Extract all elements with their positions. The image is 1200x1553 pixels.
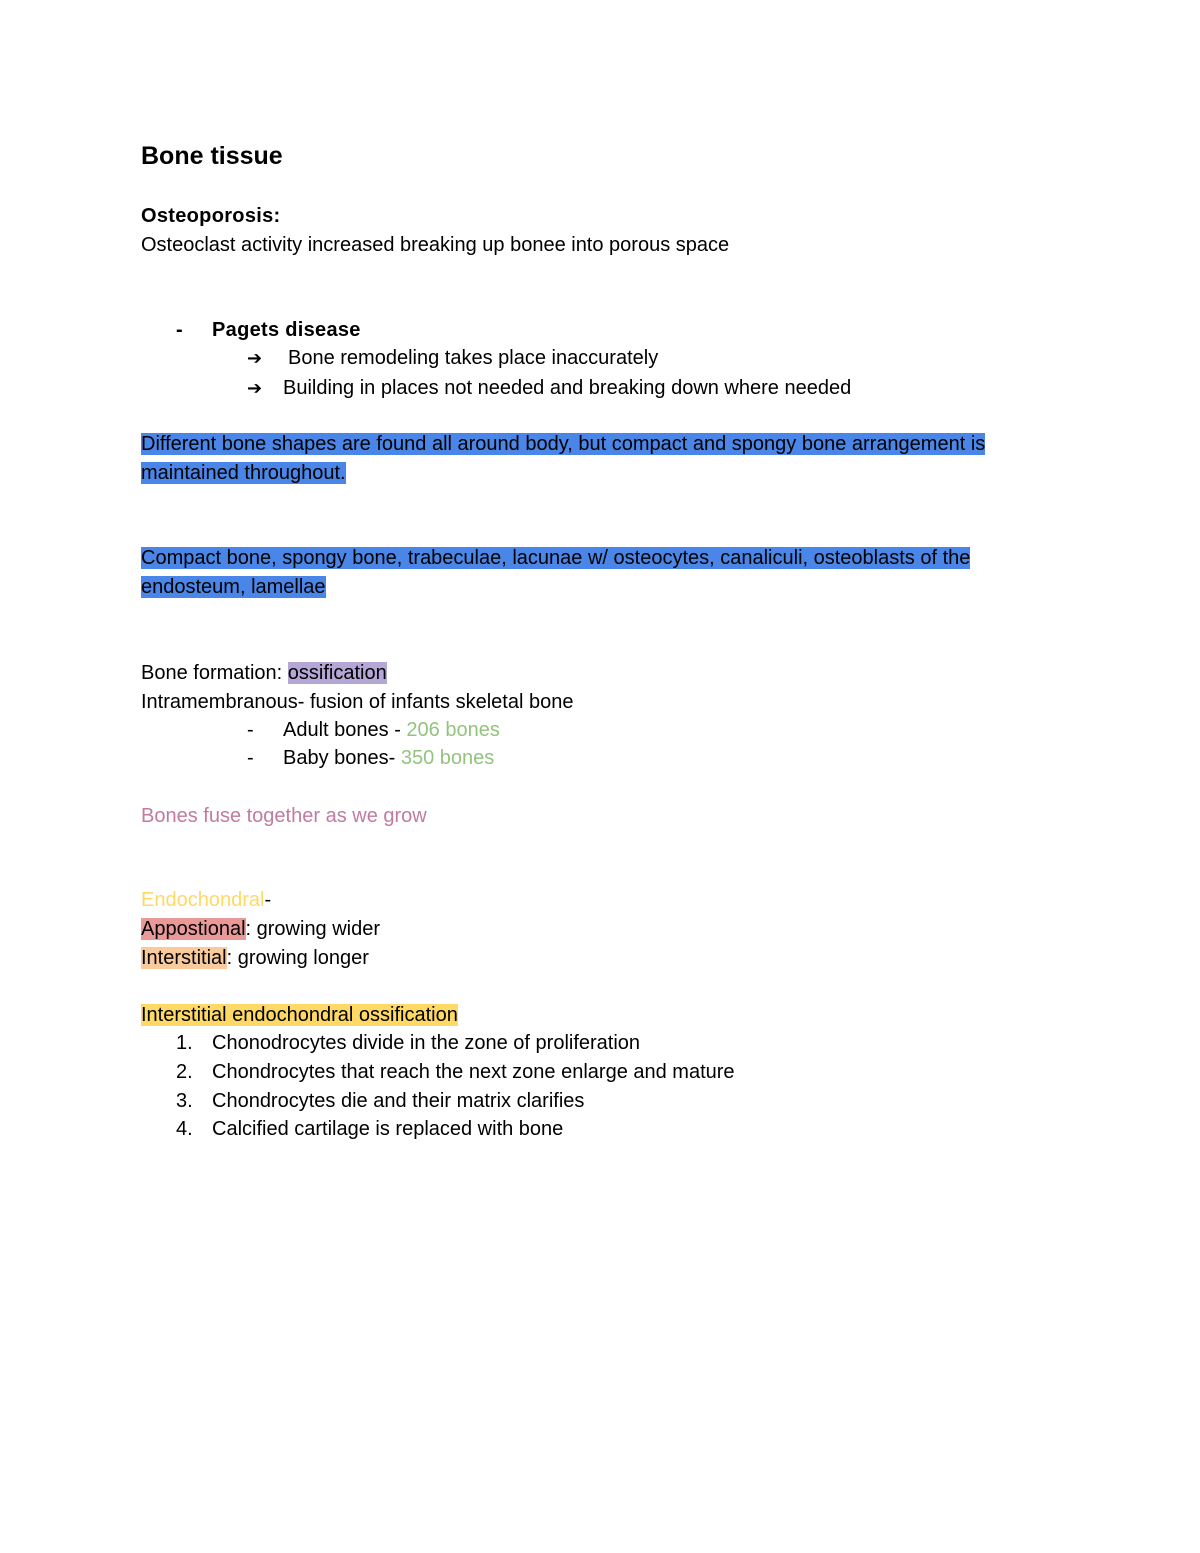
endochondral-suffix: - bbox=[264, 889, 272, 911]
arrow-glyph: ➔ bbox=[247, 348, 263, 369]
endochondral-line bbox=[141, 886, 271, 914]
blue-highlight: Compact bone, spongy bone, trabeculae, lacunae w/ osteocytes, canaliculi, osteoblasts of the bbox=[141, 547, 971, 569]
blue-highlight: Different bone shapes are found all around body, but compact and spongy bone arrangement is bbox=[141, 433, 986, 455]
intramembranous-line: Intramembranous- fusion of infants skeletal bone bbox=[141, 691, 574, 713]
interstitial-rest: : growing longer bbox=[226, 947, 369, 969]
baby-bones-value: 350 bones bbox=[400, 747, 495, 769]
arrow-right-icon bbox=[247, 374, 262, 402]
pagets-dash-marker: - bbox=[176, 319, 183, 341]
shapes-paragraph-line-1 bbox=[141, 430, 985, 458]
ossification-term: ossification bbox=[287, 662, 387, 684]
list-number: 3. bbox=[176, 1090, 193, 1112]
baby-bones-item bbox=[283, 744, 494, 772]
adult-bones-item bbox=[283, 716, 500, 744]
blue-highlight: endosteum, lamellae bbox=[141, 576, 326, 598]
list-number: 4. bbox=[176, 1118, 193, 1140]
list-item: Chonodrocytes divide in the zone of proliferation bbox=[212, 1032, 641, 1054]
interstitial-line bbox=[141, 944, 369, 972]
dash-marker: - bbox=[247, 747, 254, 769]
list-number: 2. bbox=[176, 1061, 193, 1083]
list-item: Calcified cartilage is replaced with bone bbox=[212, 1118, 564, 1140]
list-item: Chondrocytes that reach the next zone enlarge and mature bbox=[212, 1061, 735, 1083]
terms-paragraph-line-1 bbox=[141, 544, 970, 572]
pagets-item-2: Building in places not needed and breaking down where needed bbox=[283, 377, 852, 399]
adult-bones-value: 206 bones bbox=[406, 719, 500, 741]
yellow-highlight: Interstitial endochondral ossification bbox=[141, 1004, 458, 1026]
terms-paragraph-line-2 bbox=[141, 573, 326, 601]
adult-bones-label: Adult bones - bbox=[283, 719, 407, 741]
list-number: 1. bbox=[176, 1032, 193, 1054]
blue-highlight: maintained throughout. bbox=[141, 462, 346, 484]
baby-bones-label: Baby bones- bbox=[283, 747, 401, 769]
bone-formation-label: Bone formation: bbox=[141, 662, 288, 684]
osteoporosis-heading: Osteoporosis: bbox=[141, 205, 281, 227]
appositional-term: Appostional bbox=[141, 918, 246, 940]
appositional-line bbox=[141, 915, 380, 943]
dash-marker: - bbox=[247, 719, 254, 741]
pagets-heading: Pagets disease bbox=[212, 319, 361, 341]
endochondral-term: Endochondral bbox=[141, 889, 265, 911]
fuse-note: Bones fuse together as we grow bbox=[141, 805, 427, 827]
arrow-right-icon bbox=[247, 344, 262, 372]
interstitial-ossification-heading bbox=[141, 1001, 458, 1029]
list-item: Chondrocytes die and their matrix clarifies bbox=[212, 1090, 585, 1112]
bone-formation-line bbox=[141, 659, 387, 687]
page-title: Bone tissue bbox=[141, 142, 283, 170]
interstitial-term: Interstitial bbox=[141, 947, 227, 969]
shapes-paragraph-line-2 bbox=[141, 459, 346, 487]
pagets-item-1: Bone remodeling takes place inaccurately bbox=[288, 347, 659, 369]
osteoporosis-text: Osteoclast activity increased breaking up bonee into porous space bbox=[141, 234, 730, 256]
arrow-glyph: ➔ bbox=[247, 378, 263, 399]
appositional-rest: : growing wider bbox=[245, 918, 381, 940]
